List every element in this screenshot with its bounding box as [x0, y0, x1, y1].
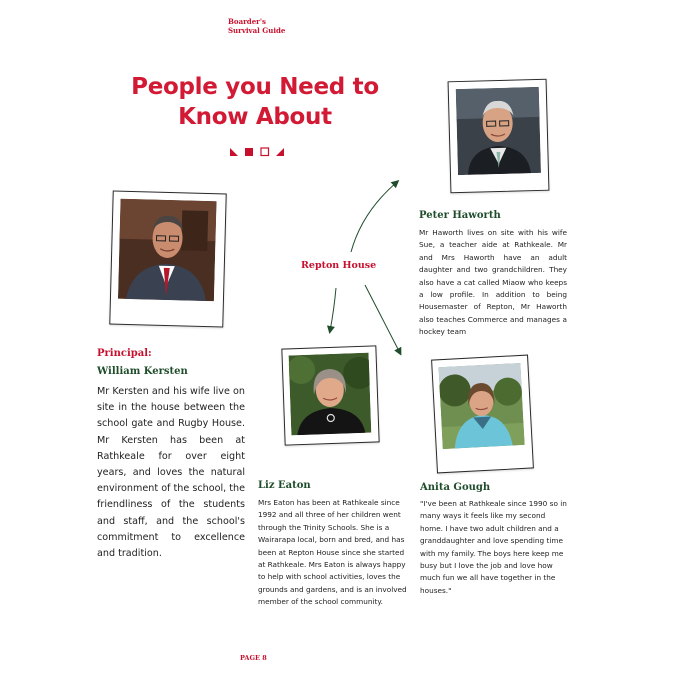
name-peter-haworth: Peter Haworth — [419, 210, 501, 221]
arrow-to-anita — [365, 285, 400, 353]
page-heading-line1: People you Need to — [131, 74, 379, 100]
bio-william-kersten: Mr Kersten and his wife live on site in the house between the school gate and Rugby House. Mr Kersten has been at Rathkeale for over eight years, and loves the natural environment of the school, the friendliness of the students and staff, and the school's commitment to excellence and tradition. — [97, 386, 245, 560]
name-william-kersten: William Kersten — [97, 366, 188, 377]
page-number: PAGE 8 — [240, 654, 267, 662]
photo-frame-liz — [281, 345, 379, 445]
principal-label: Principal: — [97, 348, 152, 359]
portrait-liz-eaton — [289, 353, 372, 436]
page-heading-line2: Know About — [178, 104, 332, 130]
name-liz-eaton: Liz Eaton — [258, 480, 311, 491]
portrait-peter-haworth — [456, 87, 541, 175]
photo-frame-peter — [448, 79, 550, 194]
bio-anita-gough: "I've been at Rathkeale since 1990 so in many ways it feels like my second home. I have two adult children and a granddaughter and love spending time with my family. The boys here keep me busy but I love the job and love how much fun we all have together in the houses." — [420, 499, 567, 595]
name-anita-gough: Anita Gough — [420, 482, 491, 493]
portrait-william-kersten — [118, 199, 217, 301]
decorative-shapes — [229, 147, 289, 157]
house-label: Repton House — [301, 260, 377, 271]
photo-frame-anita — [431, 355, 534, 474]
bio-liz-eaton: Mrs Eaton has been at Rathkeale since 1992 and all three of her children went through the Trinity Schools. She is a Wairarapa local, born and bred, and has been at Repton House since she started at Rathkeale. Mrs Eaton is always happy to help with school activities, loves the grounds and gardens, and is an involved member of the school community. — [258, 498, 407, 607]
guide-title: Boarder's Survival Guide — [228, 17, 286, 35]
portrait-anita-gough — [438, 363, 524, 449]
bio-peter-haworth: Mr Haworth lives on site with his wife Sue, a teacher aide at Rathkeale. Mr and Mrs Haworth have an adult daughter and two grandchildren. They also have a cat called Miaow who keeps a low profile. In addition to being Housemaster of Repton, Mr Haworth also teaches Commerce and manages a hockey team — [419, 228, 567, 337]
arrow-to-peter — [351, 182, 397, 252]
photo-frame-william — [109, 191, 226, 328]
page-heading — [120, 72, 390, 132]
arrow-to-liz — [330, 288, 336, 331]
